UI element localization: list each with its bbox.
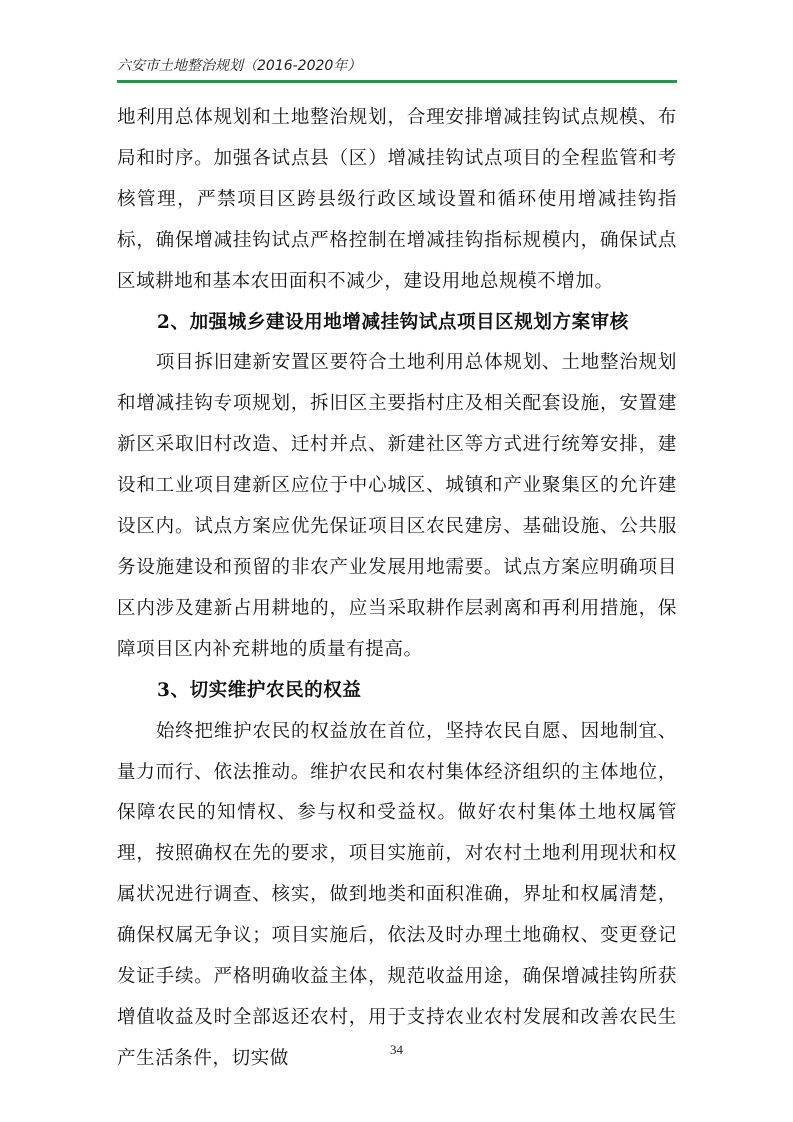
section-heading-2: 2、加强城乡建设用地增减挂钩试点项目区规划方案审核 [157, 311, 629, 333]
header-rule [117, 80, 677, 83]
section-heading-3: 3、切实维护农民的权益 [157, 679, 362, 701]
body-paragraph-1: 地利用总体规划和土地整治规划，合理安排增减挂钩试点规模、布局和时序。加强各试点县（区）增减挂钩试点项目的全程监管和考核管理，严禁项目区跨县级行政区域设置和循环使用增减挂钩指标，确保增减挂钩试点严格控制在增减挂钩指标规模内，确保试点区域耕地和基本农田面积不减少，建设用地总规模不增加。 [117, 107, 677, 292]
body-paragraph-2: 项目拆旧建新安置区要符合土地利用总体规划、土地整治规划和增减挂钩专项规划，拆旧区主要指村庄及相关配套设施，安置建新区采取旧村改造、迁村并点、新建社区等方式进行统筹安排，建设和工业项目建新区应位于中心城区、城镇和产业聚集区的允许建设区内。试点方案应优先保证项目区农民建房、基础设施、公共服务设施建设和预留的非农产业发展用地需要。试点方案应明确项目区内涉及建新占用耕地的，应当采取耕作层剥离和再利用措施，保障项目区内补充耕地的质量有提高。 [117, 352, 677, 660]
document-body [117, 98, 677, 1080]
page-header [117, 57, 677, 81]
header-title: 六安市土地整治规划（2016-2020年） [117, 58, 362, 74]
body-paragraph-3: 始终把维护农民的权益放在首位，坚持农民自愿、因地制宜、量力而行、依法推动。维护农民和农村集体经济组织的主体地位，保障农民的知情权、参与权和受益权。做好农村集体土地权属管理，按照确权在先的要求，项目实施前，对农村土地利用现状和权属状况进行调查、核实，做到地类和面积准确，界址和权属清楚，确保权属无争议；项目实施后，依法及时办理土地确权、变更登记发证手续。严格明确收益主体，规范收益用途，确保增减挂钩所获增值收益及时全部返还农村，用于支持农业农村发展和改善农民生产生活条件，切实做 [117, 720, 677, 1069]
page-number: 34 [390, 1042, 403, 1057]
